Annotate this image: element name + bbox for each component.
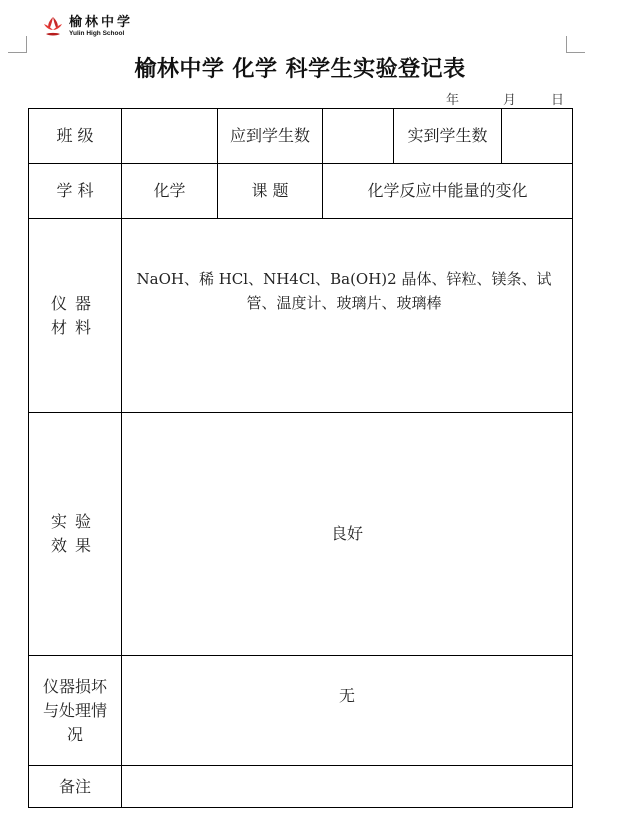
school-emblem-icon — [40, 14, 66, 40]
date-year-label: 年 — [446, 93, 460, 108]
expected-students-label: 应到学生数 — [218, 109, 323, 164]
table-row — [29, 766, 573, 808]
table-row — [29, 164, 573, 219]
logo-text — [69, 16, 133, 38]
table-row — [29, 413, 573, 656]
topic-value: 化学反应中能量的变化 — [323, 164, 573, 219]
remarks-label: 备注 — [29, 766, 122, 808]
logo-school-name-english: Yulin High School — [69, 30, 125, 38]
materials-label: 仪器材料 — [29, 219, 122, 413]
remarks-value-cell[interactable] — [122, 766, 573, 808]
materials-value: NaOH、稀 HCl、NH4Cl、Ba(OH)2 晶体、锌粒、镁条、试管、温度计、玻璃片、玻璃棒 — [122, 219, 573, 413]
actual-students-value-cell[interactable] — [502, 109, 573, 164]
table-row — [29, 656, 573, 766]
class-label: 班 级 — [29, 109, 122, 164]
expected-students-value-cell[interactable] — [323, 109, 394, 164]
school-logo — [40, 14, 133, 40]
table-row — [29, 109, 573, 164]
page-title: 榆林中学 化学 科学生实验登记表 — [134, 57, 466, 82]
page-corner-mark-left — [8, 36, 27, 53]
actual-students-label: 实到学生数 — [394, 109, 502, 164]
subject-label: 学 科 — [29, 164, 122, 219]
damage-value: 无 — [122, 656, 573, 766]
table-row — [29, 219, 573, 413]
effect-value: 良好 — [122, 413, 573, 656]
class-value-cell[interactable] — [122, 109, 218, 164]
logo-school-name: 榆林中学 — [69, 15, 134, 31]
date-month-label: 月 — [503, 93, 517, 108]
subject-value: 化学 — [122, 164, 218, 219]
registration-table — [28, 108, 573, 808]
damage-label: 仪器损坏与处理情况 — [29, 656, 122, 766]
effect-label: 实验效果 — [29, 413, 122, 656]
date-day-label: 日 — [551, 93, 565, 108]
page-corner-mark-right — [566, 36, 585, 53]
topic-label: 课 题 — [218, 164, 323, 219]
